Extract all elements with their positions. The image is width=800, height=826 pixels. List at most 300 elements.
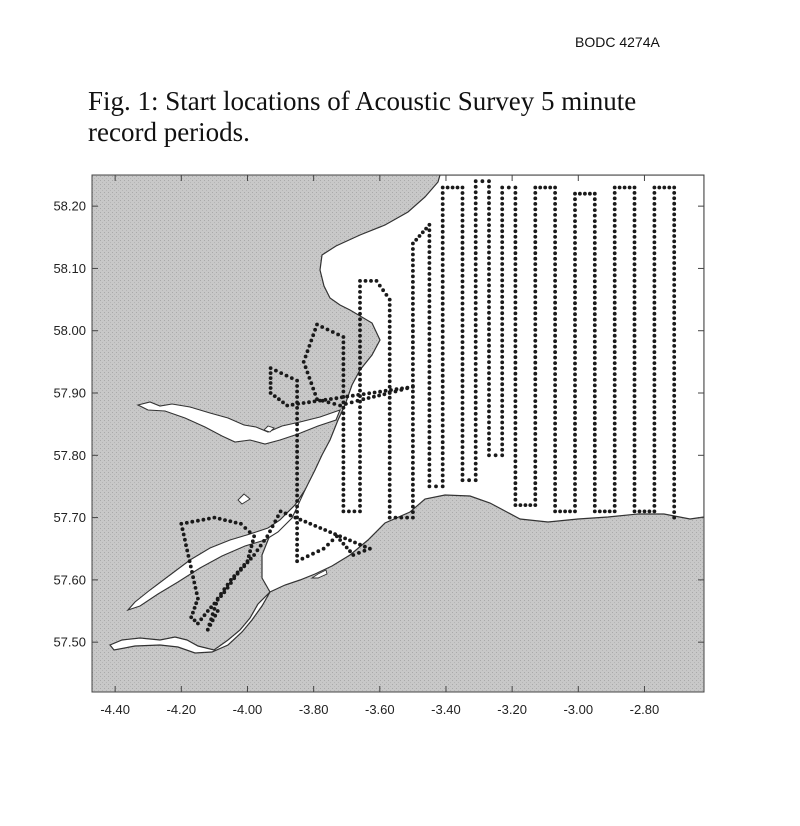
survey-point [388, 439, 392, 443]
survey-point [378, 390, 382, 394]
survey-point [672, 388, 676, 392]
survey-point [514, 492, 518, 496]
survey-point [573, 225, 577, 229]
survey-point [358, 416, 362, 420]
y-tick-label: 57.90 [53, 385, 86, 401]
survey-point [553, 367, 557, 371]
survey-point [372, 395, 376, 399]
survey-point [411, 351, 415, 355]
survey-point [247, 554, 251, 558]
survey-point [411, 516, 415, 520]
survey-point [411, 362, 415, 366]
survey-point [613, 411, 617, 415]
survey-point [593, 323, 597, 327]
survey-point [461, 257, 465, 261]
survey-point [633, 284, 637, 288]
survey-point [219, 592, 223, 596]
survey-point [428, 354, 432, 358]
survey-point [653, 339, 657, 343]
survey-point [633, 471, 637, 475]
survey-point [672, 444, 676, 448]
survey-point [553, 455, 557, 459]
survey-point [653, 361, 657, 365]
survey-point [411, 428, 415, 432]
survey-point [613, 405, 617, 409]
survey-point [672, 411, 676, 415]
survey-point [593, 263, 597, 267]
survey-point [358, 301, 362, 305]
survey-point [633, 455, 637, 459]
survey-point [456, 186, 460, 190]
survey-point [487, 245, 491, 249]
survey-point [487, 421, 491, 425]
survey-point [533, 344, 537, 348]
survey-point [553, 312, 557, 316]
survey-point [441, 263, 445, 267]
survey-point [613, 186, 617, 190]
survey-point [533, 218, 537, 222]
survey-point [514, 449, 518, 453]
survey-point [593, 510, 597, 514]
survey-point [633, 449, 637, 453]
survey-point [411, 390, 415, 394]
survey-point [342, 341, 346, 345]
survey-point [347, 510, 351, 514]
survey-point [573, 241, 577, 245]
survey-point [367, 396, 371, 400]
survey-point [281, 401, 285, 405]
survey-point [653, 290, 657, 294]
survey-point [500, 410, 504, 414]
survey-point [428, 392, 432, 396]
survey-point [487, 355, 491, 359]
survey-point [500, 388, 504, 392]
survey-point [573, 258, 577, 262]
survey-point [533, 186, 537, 190]
survey-point [553, 224, 557, 228]
survey-point [487, 201, 491, 205]
survey-point [388, 320, 392, 324]
survey-point [653, 279, 657, 283]
survey-point [474, 274, 478, 278]
survey-point [500, 240, 504, 244]
survey-point [327, 401, 331, 405]
survey-point [672, 460, 676, 464]
survey-point [573, 405, 577, 409]
survey-point [411, 395, 415, 399]
survey-point [358, 345, 362, 349]
survey-point [653, 273, 657, 277]
survey-point [441, 269, 445, 273]
survey-point [332, 402, 336, 406]
survey-point [301, 557, 305, 561]
survey-point [428, 441, 432, 445]
survey-point [461, 202, 465, 206]
survey-point [474, 351, 478, 355]
survey-point [311, 387, 315, 391]
survey-point [318, 526, 322, 530]
survey-point [192, 581, 196, 585]
survey-point [342, 504, 346, 508]
survey-point [428, 239, 432, 243]
survey-point [533, 383, 537, 387]
survey-point [441, 440, 445, 444]
survey-point [411, 406, 415, 410]
survey-point [653, 372, 657, 376]
survey-point [428, 250, 432, 254]
survey-point [514, 465, 518, 469]
survey-point [318, 399, 322, 403]
survey-point [553, 510, 557, 514]
survey-point [388, 456, 392, 460]
survey-point [593, 247, 597, 251]
survey-point [441, 318, 445, 322]
survey-point [514, 454, 518, 458]
survey-point [302, 360, 306, 364]
survey-point [428, 397, 432, 401]
survey-point [613, 241, 617, 245]
survey-point [304, 365, 308, 369]
survey-point [533, 208, 537, 212]
survey-point [474, 246, 478, 250]
survey-point [358, 422, 362, 426]
survey-point [633, 504, 637, 508]
survey-point [441, 474, 445, 478]
survey-point [388, 298, 392, 302]
survey-point [500, 443, 504, 447]
survey-point [553, 208, 557, 212]
survey-point [342, 428, 346, 432]
survey-point [194, 601, 198, 605]
survey-point [487, 273, 491, 277]
survey-point [613, 230, 617, 234]
survey-point [428, 457, 432, 461]
survey-point [441, 285, 445, 289]
survey-point [189, 615, 193, 619]
survey-point [613, 367, 617, 371]
survey-point [593, 389, 597, 393]
survey-point [487, 256, 491, 260]
survey-point [593, 345, 597, 349]
survey-point [481, 179, 485, 183]
survey-point [487, 234, 491, 238]
survey-point [500, 186, 504, 190]
survey-point [672, 256, 676, 260]
survey-point [441, 291, 445, 295]
survey-point [633, 477, 637, 481]
survey-point [533, 438, 537, 442]
survey-point [613, 455, 617, 459]
survey-point [308, 376, 312, 380]
survey-point [514, 317, 518, 321]
survey-point [461, 412, 465, 416]
survey-point [514, 366, 518, 370]
survey-point [500, 317, 504, 321]
survey-point [342, 373, 346, 377]
survey-point [553, 361, 557, 365]
survey-point [672, 191, 676, 195]
survey-point [533, 394, 537, 398]
survey-point [653, 488, 657, 492]
survey-point [500, 361, 504, 365]
survey-point [653, 230, 657, 234]
survey-point [388, 330, 392, 334]
survey-point [268, 529, 272, 533]
survey-point [487, 218, 491, 222]
survey-point [633, 230, 637, 234]
x-tick-label: -4.20 [166, 702, 197, 717]
survey-point [553, 422, 557, 426]
survey-point [553, 372, 557, 376]
survey-point [633, 219, 637, 223]
survey-point [514, 432, 518, 436]
survey-point [441, 368, 445, 372]
survey-point [358, 471, 362, 475]
survey-point [487, 432, 491, 436]
survey-point [573, 351, 577, 355]
survey-point [342, 510, 346, 514]
survey-point [553, 219, 557, 223]
survey-point [474, 207, 478, 211]
survey-point [487, 333, 491, 337]
survey-point [229, 578, 233, 582]
survey-point [514, 399, 518, 403]
survey-point [514, 476, 518, 480]
survey-point [309, 339, 313, 343]
survey-point [613, 394, 617, 398]
survey-point [514, 503, 518, 507]
survey-point [388, 488, 392, 492]
survey-point [653, 493, 657, 497]
survey-point [653, 284, 657, 288]
survey-point [514, 268, 518, 272]
survey-point [385, 293, 389, 297]
survey-point [411, 302, 415, 306]
survey-point [593, 422, 597, 426]
survey-point [487, 311, 491, 315]
survey-point [441, 224, 445, 228]
survey-point [494, 453, 498, 457]
survey-point [474, 412, 478, 416]
survey-point [514, 394, 518, 398]
survey-point [613, 191, 617, 195]
survey-point [573, 318, 577, 322]
survey-point [193, 619, 197, 623]
survey-point [441, 402, 445, 406]
survey-point [474, 390, 478, 394]
survey-point [613, 510, 617, 514]
survey-point [613, 219, 617, 223]
survey-point [411, 505, 415, 509]
survey-point [672, 234, 676, 238]
survey-point [653, 312, 657, 316]
survey-point [216, 609, 220, 613]
survey-point [672, 207, 676, 211]
survey-point [613, 350, 617, 354]
survey-point [461, 346, 465, 350]
survey-point [514, 339, 518, 343]
survey-point [411, 373, 415, 377]
survey-point [441, 424, 445, 428]
survey-point [461, 384, 465, 388]
survey-point [514, 416, 518, 420]
survey-point [514, 246, 518, 250]
survey-point [653, 191, 657, 195]
survey-point [461, 373, 465, 377]
survey-point [500, 213, 504, 217]
survey-point [474, 218, 478, 222]
survey-point [500, 311, 504, 315]
survey-point [653, 389, 657, 393]
survey-point [653, 449, 657, 453]
survey-point [474, 462, 478, 466]
survey-point [514, 257, 518, 261]
survey-point [242, 563, 246, 567]
survey-point [461, 285, 465, 289]
survey-point [388, 336, 392, 340]
survey-point [553, 350, 557, 354]
survey-point [613, 273, 617, 277]
survey-point [588, 192, 592, 196]
survey-point [461, 268, 465, 272]
survey-point [441, 413, 445, 417]
survey-point [358, 372, 362, 376]
survey-point [487, 278, 491, 282]
survey-point [553, 493, 557, 497]
survey-point [514, 438, 518, 442]
survey-point [474, 478, 478, 482]
x-tick-label: -2.80 [629, 702, 660, 717]
survey-point [514, 361, 518, 365]
survey-point [500, 344, 504, 348]
survey-point [358, 543, 362, 547]
survey-point [441, 247, 445, 251]
survey-point [500, 268, 504, 272]
survey-point [358, 493, 362, 497]
survey-point [500, 366, 504, 370]
survey-point [653, 460, 657, 464]
survey-point [294, 516, 298, 520]
survey-point [307, 400, 311, 404]
survey-point [369, 279, 373, 283]
survey-point [461, 213, 465, 217]
survey-point [342, 357, 346, 361]
survey-point [573, 411, 577, 415]
survey-point [377, 394, 381, 398]
survey-point [553, 241, 557, 245]
survey-point [295, 510, 299, 514]
survey-point [633, 389, 637, 393]
survey-point [295, 548, 299, 552]
survey-point [295, 395, 299, 399]
survey-point [441, 219, 445, 223]
survey-point [411, 499, 415, 503]
survey-point [533, 229, 537, 233]
survey-point [358, 285, 362, 289]
survey-point [256, 548, 260, 552]
survey-point [653, 455, 657, 459]
survey-point [633, 312, 637, 316]
survey-point [295, 401, 299, 405]
survey-point [672, 213, 676, 217]
survey-point [487, 338, 491, 342]
survey-point [461, 362, 465, 366]
survey-point [553, 284, 557, 288]
survey-point [593, 405, 597, 409]
survey-point [553, 268, 557, 272]
survey-point [295, 390, 299, 394]
survey-point [662, 186, 666, 190]
survey-point [613, 312, 617, 316]
survey-point [613, 433, 617, 437]
survey-point [613, 466, 617, 470]
survey-point [633, 493, 637, 497]
x-tick-label: -3.80 [298, 702, 329, 717]
survey-point [295, 444, 299, 448]
survey-point [553, 466, 557, 470]
survey-point [194, 586, 198, 590]
survey-point [593, 296, 597, 300]
survey-point [388, 494, 392, 498]
survey-point [672, 267, 676, 271]
survey-point [672, 438, 676, 442]
survey-point [209, 605, 213, 609]
survey-point [461, 329, 465, 333]
survey-point [487, 410, 491, 414]
survey-point [633, 301, 637, 305]
survey-point [573, 373, 577, 377]
survey-point [593, 411, 597, 415]
survey-point [653, 241, 657, 245]
survey-point [474, 434, 478, 438]
survey-point [613, 499, 617, 503]
survey-point [203, 613, 207, 617]
survey-point [363, 549, 367, 553]
survey-point [593, 378, 597, 382]
survey-point [342, 417, 346, 421]
survey-point [179, 522, 183, 526]
survey-point [573, 340, 577, 344]
survey-point [441, 274, 445, 278]
survey-point [428, 316, 432, 320]
survey-point [411, 488, 415, 492]
survey-point [573, 493, 577, 497]
survey-point [573, 449, 577, 453]
survey-point [236, 571, 240, 575]
survey-point [514, 312, 518, 316]
survey-point [553, 471, 557, 475]
survey-point [474, 440, 478, 444]
survey-point [613, 295, 617, 299]
survey-point [593, 214, 597, 218]
survey-point [461, 208, 465, 212]
survey-point [672, 510, 676, 514]
survey-point [388, 352, 392, 356]
survey-point [441, 296, 445, 300]
survey-point [428, 381, 432, 385]
survey-point [487, 300, 491, 304]
survey-point [428, 419, 432, 423]
x-tick-label: -4.40 [100, 702, 130, 717]
survey-point [461, 456, 465, 460]
survey-point [474, 268, 478, 272]
survey-point [295, 554, 299, 558]
survey-point [342, 406, 346, 410]
survey-point [211, 619, 215, 623]
survey-point [441, 186, 445, 190]
survey-point [613, 197, 617, 201]
survey-point [358, 405, 362, 409]
